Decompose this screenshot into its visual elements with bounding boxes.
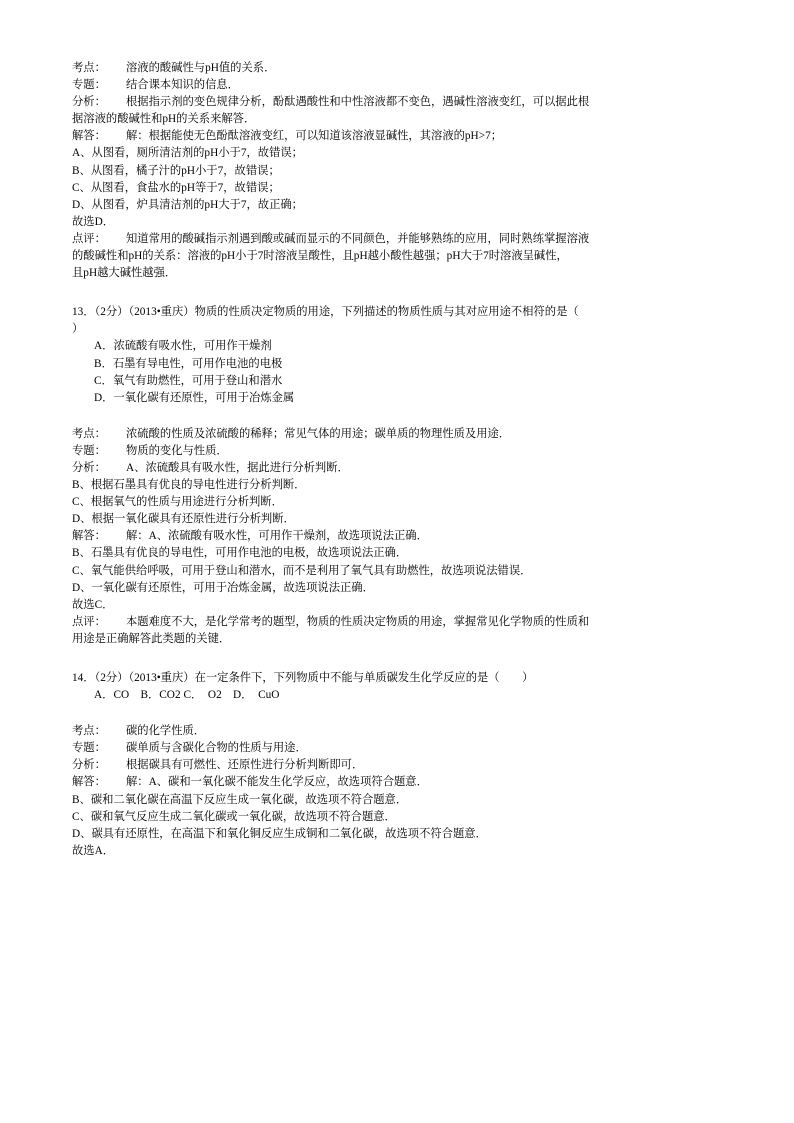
fenxi-label: 分析：: [72, 461, 106, 474]
kaodian-label: 考点：: [72, 427, 106, 440]
dianping-label: 点评：: [72, 232, 106, 245]
answer-line: 故选D．: [72, 215, 115, 228]
fenxi-row: [72, 460, 722, 477]
jieda-option-a: A、从图看，厕所清洁剂的pH小于7，故错误；: [72, 147, 303, 160]
fenxi-c: C、根据氧气的性质与用途进行分析判断．: [72, 496, 283, 509]
jieda-text: 解：A、浓硫酸有吸水性，可用作干燥剂，故选项说法正确．: [126, 530, 428, 543]
fenxi-text: 根据指示剂的变色规律分析，酚酞遇酸性和中性溶液都不变色，遇碱性溶液变红，可以据此根: [126, 96, 590, 109]
jieda-row: [72, 128, 722, 145]
zhuanti-text: 物质的变化与性质．: [126, 444, 228, 457]
kaodian-text: 溶液的酸碱性与pH值的关系．: [126, 62, 276, 74]
spacer: [72, 407, 722, 426]
jieda-d: D、一氧化碳有还原性，可用于冶炼金属，故选项说法正确．: [72, 581, 374, 594]
jieda-label: 解答：: [72, 530, 106, 543]
kaodian-label: 考点：: [72, 62, 106, 74]
dianping-label: 点评：: [72, 615, 106, 628]
jieda-text: 解：根据能使无色酚酞溶液变红，可以知道该溶液显碱性，其溶液的pH>7；: [126, 130, 503, 143]
kaodian-row: [72, 426, 722, 443]
dianping-text: 本题难度不大，是化学常考的题型，物质的性质决定物质的用途，掌握常见化学物质的性质和: [126, 615, 590, 628]
kaodian-label: 考点：: [72, 725, 106, 738]
fenxi-text: 根据碳具有可燃性、还原性进行分析判断即可．: [126, 759, 364, 772]
zhuanti-row: [72, 77, 722, 94]
jieda-b: B、碳和二氧化碳在高温下反应生成一氧化碳，故选项不符合题意．: [72, 793, 408, 806]
kaodian-text: 浓硫酸的性质及浓硫酸的稀释；常见气体的用途；碳单质的物理性质及用途．: [126, 427, 511, 440]
question-14-stem: 14．（2分）（2013•重庆）在一定条件下，下列物质中不能与单质碳发生化学反应的是（ ）: [72, 672, 534, 684]
question-13-stem: 13．（2分）（2013•重庆）物质的性质决定物质的用途，下列描述的物质性质与其对应用途不相符的是（: [72, 306, 579, 319]
zhuanti-label: 专题：: [72, 444, 106, 457]
question-14: [72, 670, 722, 704]
kaodian-row: [72, 723, 722, 740]
question-13: [72, 304, 722, 407]
kaodian-row: [72, 60, 722, 77]
question-14-options[interactable]: A．CO B．CO2 C． O2 D． CuO: [94, 689, 280, 702]
jieda-label: 解答：: [72, 130, 106, 143]
jieda-option-b: B、从图看，橘子汁的pH小于7，故错误；: [72, 164, 280, 177]
fenxi-d: D、根据一氧化碳具有还原性进行分析判断．: [72, 513, 295, 526]
jieda-row: [72, 528, 722, 545]
zhuanti-row: [72, 443, 722, 460]
question-13-option-b[interactable]: B．石墨有导电性，可用作电池的电极: [94, 357, 283, 370]
fenxi-text-cont: 据溶液的酸碱性和pH的关系来解答．: [72, 113, 256, 126]
spacer: [72, 704, 722, 723]
explanation-block-q14: [72, 723, 722, 860]
jieda-b: B、石墨具有优良的导电性，可用作电池的电极，故选项说法正确．: [72, 547, 408, 560]
fenxi-b: B、根据石墨具有优良的导电性进行分析判断．: [72, 479, 306, 492]
kaodian-text: 碳的化学性质．: [126, 725, 206, 738]
fenxi-row: [72, 94, 722, 111]
jieda-label: 解答：: [72, 776, 106, 789]
dianping-text-cont2: 且pH越大碱性越强．: [72, 267, 177, 280]
fenxi-label: 分析：: [72, 759, 106, 772]
jieda-row: [72, 774, 722, 791]
jieda-c: C、碳和氧气反应生成二氧化碳或一氧化碳，故选项不符合题意．: [72, 810, 396, 823]
jieda-option-c: C、从图看，食盐水的pH等于7，故错误；: [72, 181, 280, 194]
jieda-text: 解：A、碳和一氧化碳不能发生化学反应，故选项符合题意．: [126, 776, 428, 789]
explanation-block-q13: [72, 426, 722, 648]
fenxi-label: 分析：: [72, 96, 106, 109]
question-13-option-a[interactable]: A．浓硫酸有吸水性，可用作干燥剂: [94, 340, 272, 353]
zhuanti-label: 专题：: [72, 742, 106, 755]
zhuanti-label: 专题：: [72, 79, 106, 92]
document-body: [72, 60, 722, 860]
jieda-option-d: D、从图看，炉具清洁剂的pH大于7，故正确；: [72, 198, 303, 211]
fenxi-row: [72, 757, 722, 774]
question-13-option-d[interactable]: D．一氧化碳有还原性，可用于冶炼金属: [94, 391, 295, 404]
question-13-stem-cont: ）: [72, 323, 84, 336]
zhuanti-row: [72, 740, 722, 757]
zhuanti-text: 碳单质与含碳化合物的性质与用途．: [126, 742, 307, 755]
answer-line: 故选A．: [72, 844, 115, 857]
dianping-row: [72, 614, 722, 631]
question-13-option-c[interactable]: C．氧气有助燃性，可用于登山和潜水: [94, 374, 283, 387]
jieda-c: C、氧气能供给呼吸，可用于登山和潜水，而不是利用了氧气具有助燃性，故选项说法错误．: [72, 564, 532, 577]
spacer: [72, 282, 722, 304]
dianping-text-cont: 的酸碱性和pH的关系：溶液的pH小于7时溶液呈酸性，且pH越小酸性越强；pH大于7时溶液呈碱性，: [72, 250, 568, 263]
explanation-block-q12: [72, 60, 722, 282]
fenxi-text: A、浓硫酸具有吸水性，据此进行分析判断．: [126, 461, 349, 474]
zhuanti-text: 结合课本知识的信息．: [126, 79, 239, 92]
dianping-text-cont: 用途是正确解答此类题的关键．: [72, 632, 231, 645]
jieda-d: D、碳具有还原性，在高温下和氧化铜反应生成铜和二氧化碳，故选项不符合题意．: [72, 827, 487, 840]
dianping-text: 知道常用的酸碱指示剂遇到酸或碱而显示的不同颜色，并能够熟练的应用，同时熟练掌握溶液: [126, 232, 590, 245]
answer-line: 故选C．: [72, 598, 114, 611]
dianping-row: [72, 231, 722, 248]
spacer: [72, 648, 722, 670]
